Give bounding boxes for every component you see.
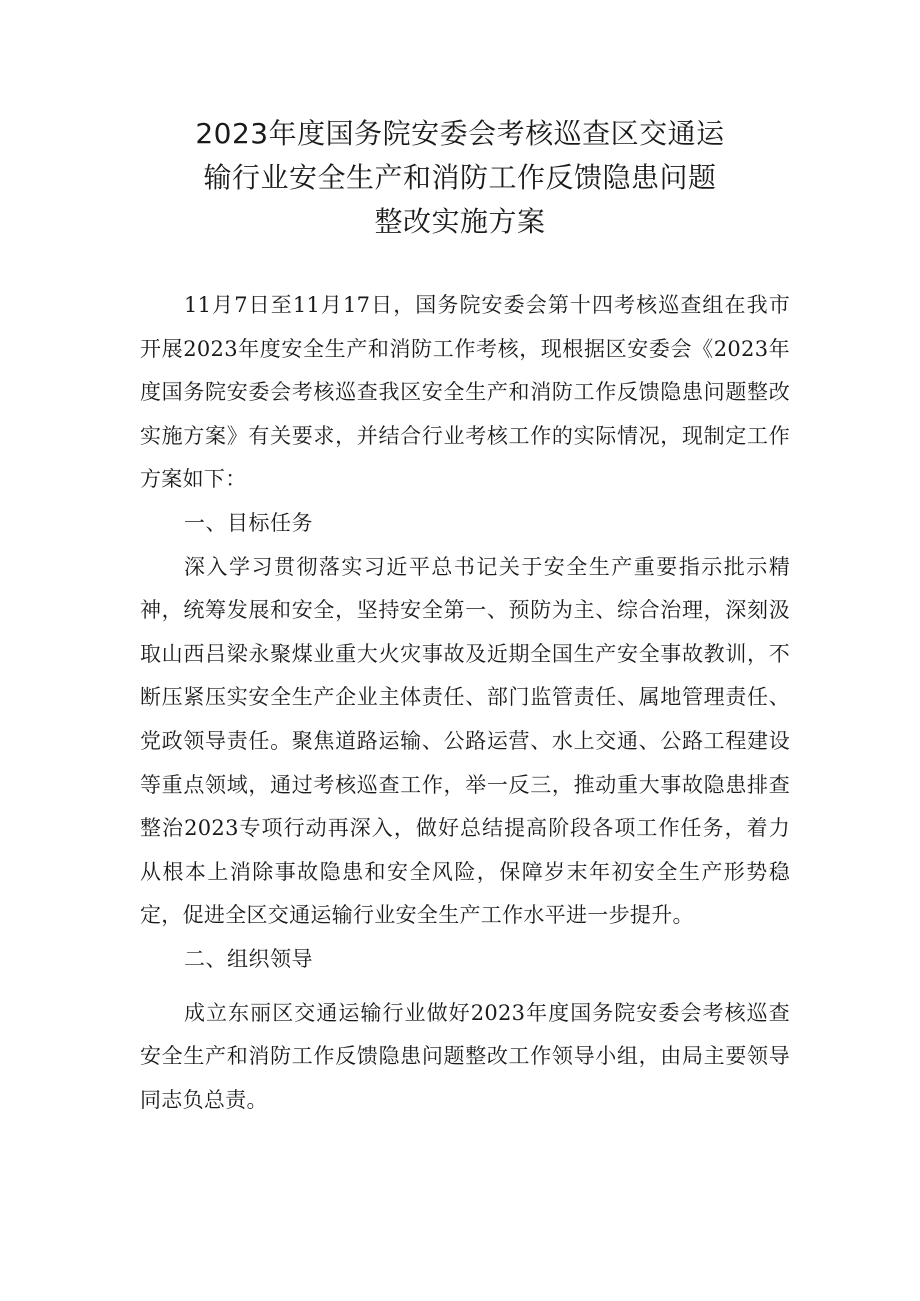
section-heading-organization: 二、组织领导	[184, 946, 313, 971]
title-line-3: 整改实施方案	[374, 205, 546, 238]
section-body-goals: 深入学习贯彻落实习近平总书记关于安全生产重要指示批示精神，统筹发展和安全，坚持安全第一、预防为主、综合治理，深刻汲取山西吕梁永聚煤业重大火灾事故及近期全国生产安全事故教训，不断压紧压实安全生产企业主体责任、部门监管责任、属地管理责任、党政领导责任。聚焦道路运输、公路运营、水上交通、公路工程建设等重点领域，通过考核巡查工作，举一反三，推动重大事故隐患排查整治2023专项行动再深入，做好总结提高阶段各项工作任务，着力从根本上消除事故隐患和安全风险，保障岁末年初安全生产形势稳定，促进全区交通运输行业安全生产工作水平进一步提升。	[140, 554, 790, 928]
document-title	[100, 112, 820, 244]
section-body-organization: 成立东丽区交通运输行业做好2023年度国务院安委会考核巡查安全生产和消防工作反馈隐患问题整改工作领导小组，由局主要领导同志负总责。	[140, 1000, 790, 1112]
document-body	[140, 284, 790, 1122]
intro-paragraph: 11月7日至11月17日，国务院安委会第十四考核巡查组在我市开展2023年度安全生产和消防工作考核，现根据区安委会《2023年度国务院安委会考核巡查我区安全生产和消防工作反馈隐患问题整改实施方案》有关要求，并结合行业考核工作的实际情况，现制定工作方案如下：	[140, 293, 790, 492]
title-line-1: 2023年度国务院安委会考核巡查区交通运	[195, 117, 725, 150]
section-heading-goals: 一、目标任务	[184, 510, 313, 535]
title-line-2: 输行业安全生产和消防工作反馈隐患问题	[203, 161, 717, 194]
